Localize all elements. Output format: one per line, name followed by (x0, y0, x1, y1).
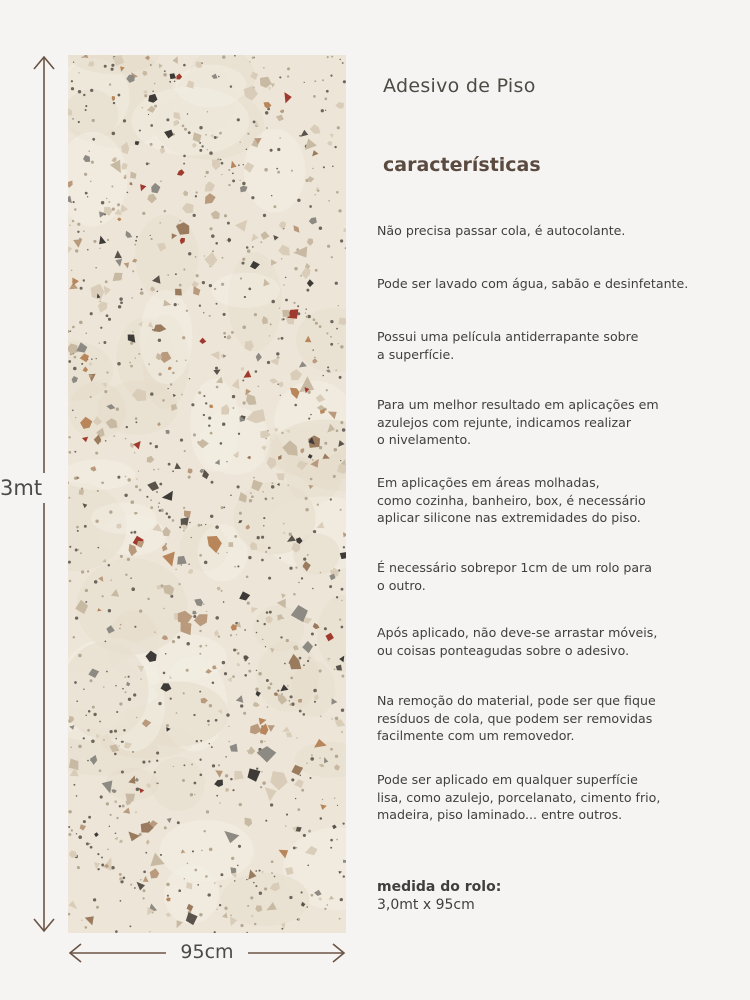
feature-item: Em aplicações em áreas molhadas, como cozinha, banheiro, box, é necessário aplicar silicone nas extremidades do piso. (377, 475, 646, 525)
product-title: Adesivo de Piso (383, 75, 536, 97)
width-label: 95cm (166, 938, 248, 966)
feature-item: Possui uma película antiderrapante sobre a superfície. (377, 329, 639, 362)
terrazzo-sample-image (68, 55, 346, 933)
feature-item: É necessário sobrepor 1cm de um rolo para o outro. (377, 560, 653, 593)
feature-item: Pode ser lavado com água, sabão e desinfetante. (377, 276, 689, 291)
roll-size-label: medida do rolo: (377, 879, 502, 895)
roll-size-value: 3,0mt x 95cm (377, 897, 475, 913)
feature-item: Na remoção do material, pode ser que fique resíduos de cola, que podem ser removidas facilmente com um removedor. (377, 693, 656, 743)
feature-item: Não precisa passar cola, é autocolante. (377, 223, 626, 238)
feature-item: Para um melhor resultado em aplicações em azulejos com rejunte, indicamos realizar o nivelamento. (377, 397, 659, 447)
feature-item: Pode ser aplicado em qualquer superfície lisa, como azulejo, porcelanato, cimento frio, madeira, piso laminado... entre outros. (377, 772, 661, 822)
height-label: 3mt (0, 473, 64, 503)
feature-item: Após aplicado, não deve-se arrastar móveis, ou coisas ponteagudas sobre o adesivo. (377, 625, 658, 658)
terrazzo-pattern (68, 55, 346, 933)
features-heading: características (383, 154, 541, 176)
